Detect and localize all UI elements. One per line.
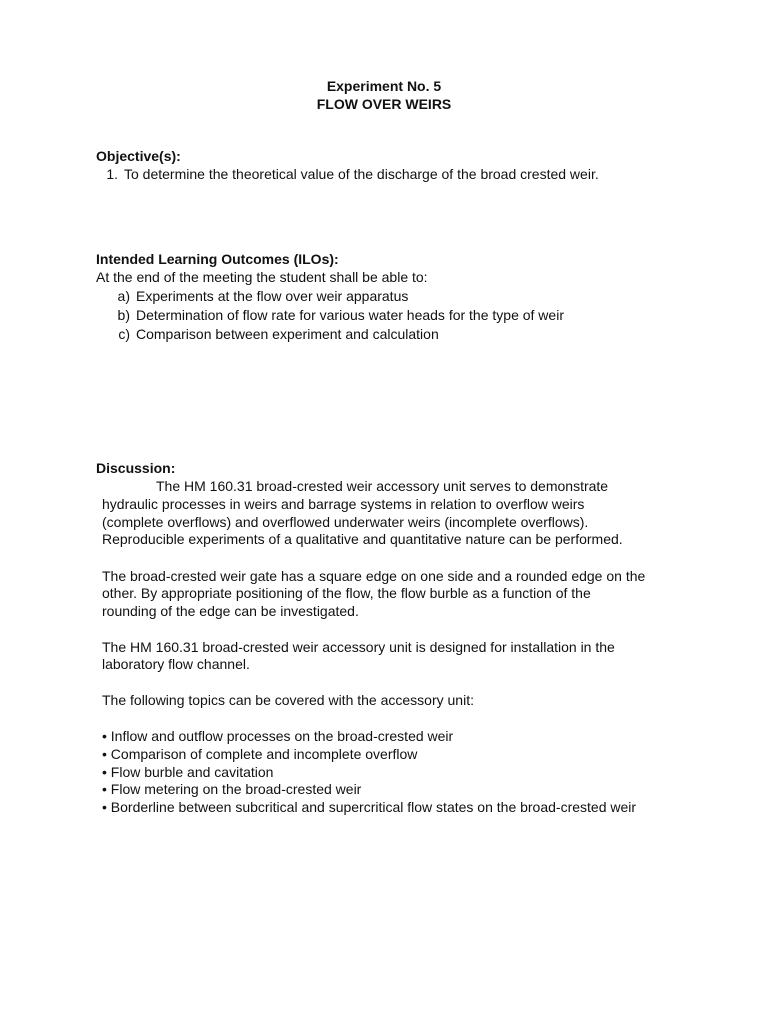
topic-bullet: • Borderline between subcritical and supercritical flow states on the broad-crested weir [102,799,637,815]
discussion-para1-line: hydraulic processes in weirs and barrage systems in relation to overflow weirs [102,496,585,512]
discussion-para2-line: The broad-crested weir gate has a square edge on one side and a rounded edge on the [102,568,646,584]
discussion-para3-line: laboratory flow channel. [102,656,250,672]
discussion-para1-line: Reproducible experiments of a qualitative and quantitative nature can be performed. [102,531,623,547]
ilo-marker: a) [117,288,130,304]
discussion-para4: The following topics can be covered with the accessory unit: [102,692,474,708]
ilo-text: Experiments at the flow over weir apparatus [136,288,409,304]
ilos-intro: At the end of the meeting the student shall be able to: [96,269,428,285]
objective-text: To determine the theoretical value of the discharge of the broad crested weir. [124,166,599,182]
topic-bullet: • Flow burble and cavitation [102,764,274,780]
discussion-para2-line: other. By appropriate positioning of the flow, the flow burble as a function of the [102,585,591,601]
ilo-text: Comparison between experiment and calculation [136,326,439,342]
topic-bullet: • Flow metering on the broad-crested weir [102,781,362,797]
objective-item [96,165,599,183]
objectives-heading: Objective(s): [96,148,181,164]
topic-bullet: • Comparison of complete and incomplete overflow [102,746,418,762]
discussion-para1-line: (complete overflows) and overflowed underwater weirs (incomplete overflows). [102,514,589,530]
topic-bullet: • Inflow and outflow processes on the broad-crested weir [102,728,454,744]
discussion-para1-line: The HM 160.31 broad-crested weir accessory unit serves to demonstrate [156,478,609,494]
ilo-marker: c) [118,326,130,342]
ilo-marker: b) [117,307,130,323]
ilos-heading: Intended Learning Outcomes (ILOs): [96,251,339,267]
ilo-item [108,287,408,305]
discussion-para3-line: The HM 160.31 broad-crested weir accessory unit is designed for installation in the [102,639,615,655]
ilo-text: Determination of flow rate for various water heads for the type of weir [136,307,564,323]
ilo-item [108,325,439,343]
document-title: FLOW OVER WEIRS [316,96,452,112]
discussion-heading: Discussion: [96,460,176,476]
discussion-para2-line: rounding of the edge can be investigated. [102,603,359,619]
ilo-item [108,306,564,324]
objective-marker: 1. [106,166,118,182]
experiment-number: Experiment No. 5 [326,78,442,94]
